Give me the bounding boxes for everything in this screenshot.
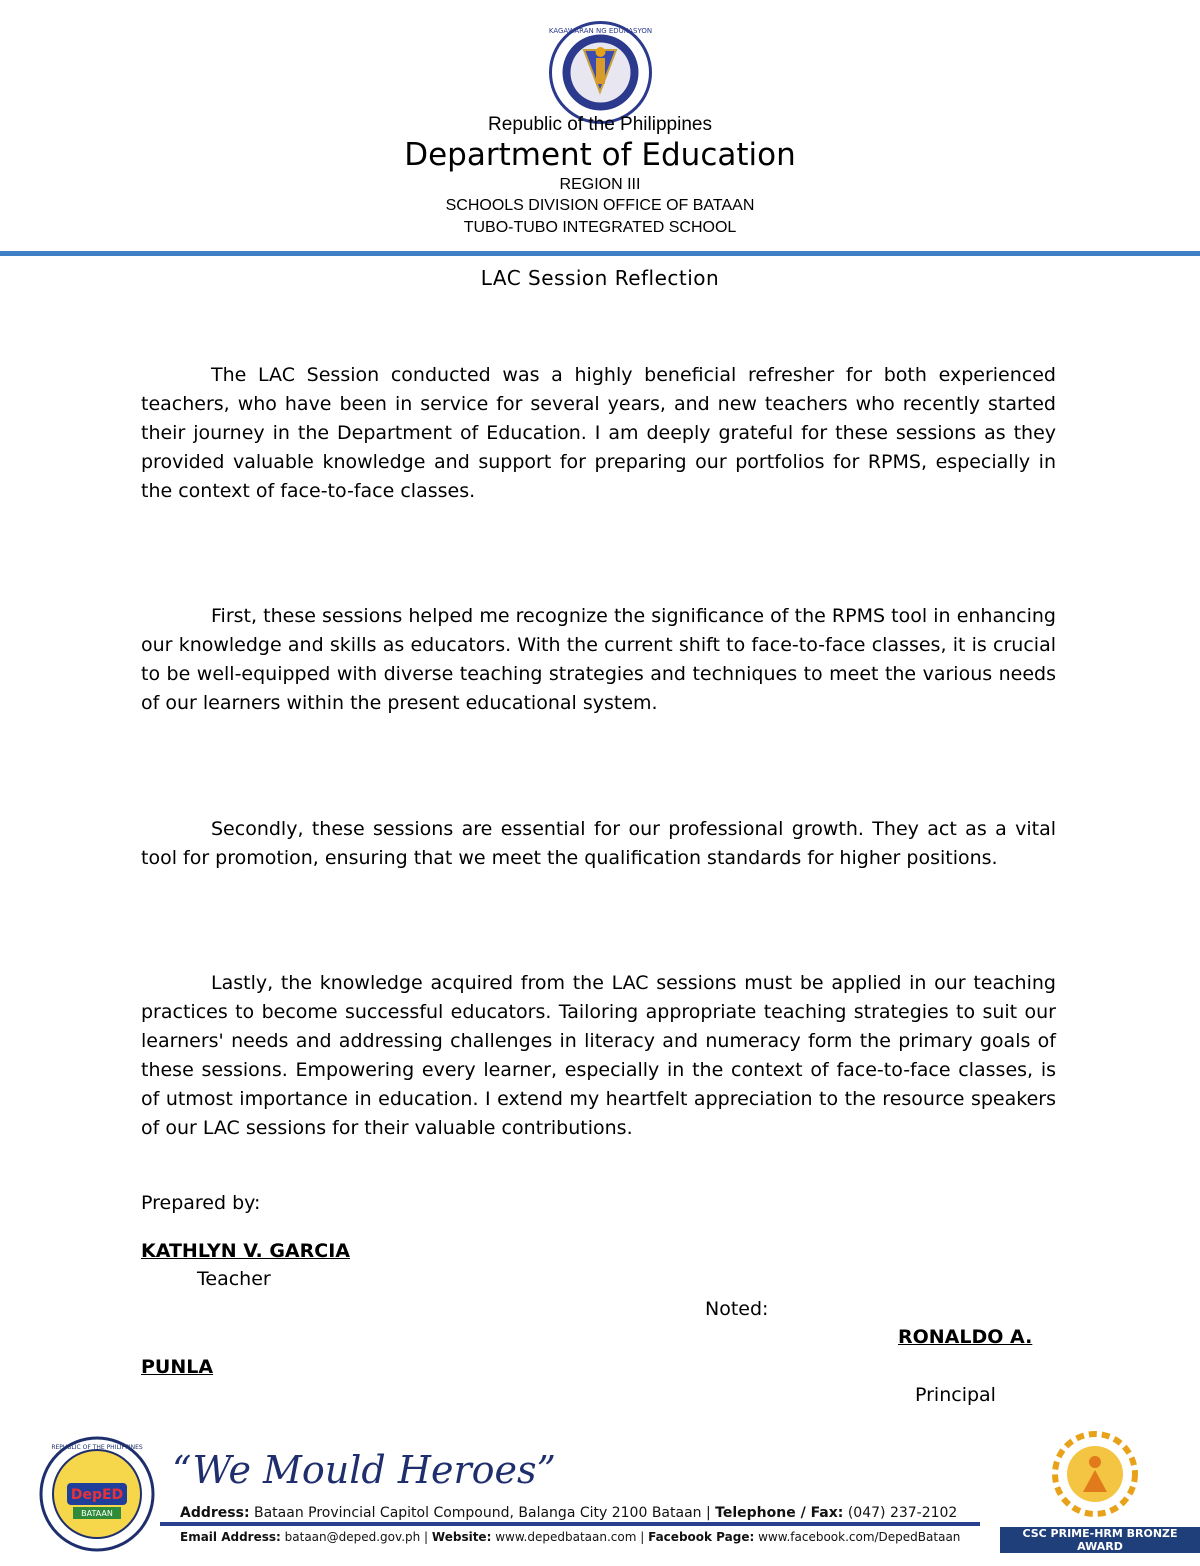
footer-divider (160, 1522, 980, 1526)
motto: “We Mould Heroes” (172, 1448, 556, 1492)
noter-name-line2: PUNLA (141, 1356, 214, 1378)
department-name: Department of Education (404, 137, 796, 173)
paragraph-3: Secondly, these sessions are essential for our professional growth. They act as a vital tool for promotion, ensuring that we meet the qualification standards for higher positions. (141, 818, 1056, 869)
region-line: REGION III (559, 176, 641, 193)
header-divider (0, 251, 1200, 256)
preparer-name: KATHLYN V. GARCIA (141, 1240, 350, 1262)
paragraph-1: The LAC Session conducted was a highly beneficial refresher for both experienced teachers, who have been in service for several years, and new teachers who recently started their journey in the Department of Education. I am deeply grateful for these sessions as they provided valuable knowledge and support for preparing our portfolios for RPMS, especially in the context of face-to-face classes. (141, 364, 1056, 502)
division-line: SCHOOLS DIVISION OFFICE OF BATAAN (445, 197, 755, 214)
deped-bataan-logo (35, 1435, 160, 1553)
page-title: LAC Session Reflection (480, 266, 720, 290)
noted-label: Noted: (705, 1298, 769, 1320)
svg-text:REPUBLIC OF THE PHILIPPINES: REPUBLIC OF THE PHILIPPINES (51, 1444, 143, 1451)
deped-seal-logo (548, 20, 653, 125)
school-line: TUBO-TUBO INTEGRATED SCHOOL (463, 219, 737, 236)
svg-text:KAGAWARAN NG EDUKASYON: KAGAWARAN NG EDUKASYON (548, 27, 653, 35)
footer-address: Address: Bataan Provincial Capitol Compound, Balanga City 2100 Bataan | Telephone / Fax: (047) 237-2102 (180, 1505, 958, 1521)
svg-text:BATAAN: BATAAN (81, 1509, 113, 1518)
noter-name-line1: RONALDO A. (898, 1326, 1033, 1348)
prepared-by-label: Prepared by: (141, 1192, 261, 1214)
award-label: CSC PRIME-HRM BRONZE AWARD CSC Resolution No. 2001100 (1022, 1527, 1178, 1564)
svg-text:DepED: DepED (70, 1487, 124, 1503)
preparer-role: Teacher (197, 1268, 271, 1290)
paragraph-2: First, these sessions helped me recognize the significance of the RPMS tool in enhancing our knowledge and skills as educators. With the current shift to face-to-face classes, it is crucial to be well-equipped with diverse teaching strategies and techniques to meet the various needs of our learners within the present educational system. (141, 605, 1056, 714)
footer-contacts: Email Address: bataan@deped.gov.ph | Website: www.depedbataan.com | Facebook Page: www.facebook.com/DepedBataan (180, 1530, 961, 1544)
noter-role: Principal (915, 1384, 996, 1406)
award-laurel-icon (1035, 1422, 1155, 1522)
republic-line: Republic of the Philippines (488, 114, 712, 135)
paragraph-4: Lastly, the knowledge acquired from the LAC sessions must be applied in our teaching practices to become successful educators. Tailoring appropriate teaching strategies to suit our learners' needs and addressing challenges in literacy and numeracy form the primary goals of these sessions. Empowering every learner, especially in the context of face-to-face classes, is of utmost importance in education. I extend my heartfelt appreciation to the resource speakers of our LAC sessions for their valuable contributions. (141, 972, 1056, 1139)
